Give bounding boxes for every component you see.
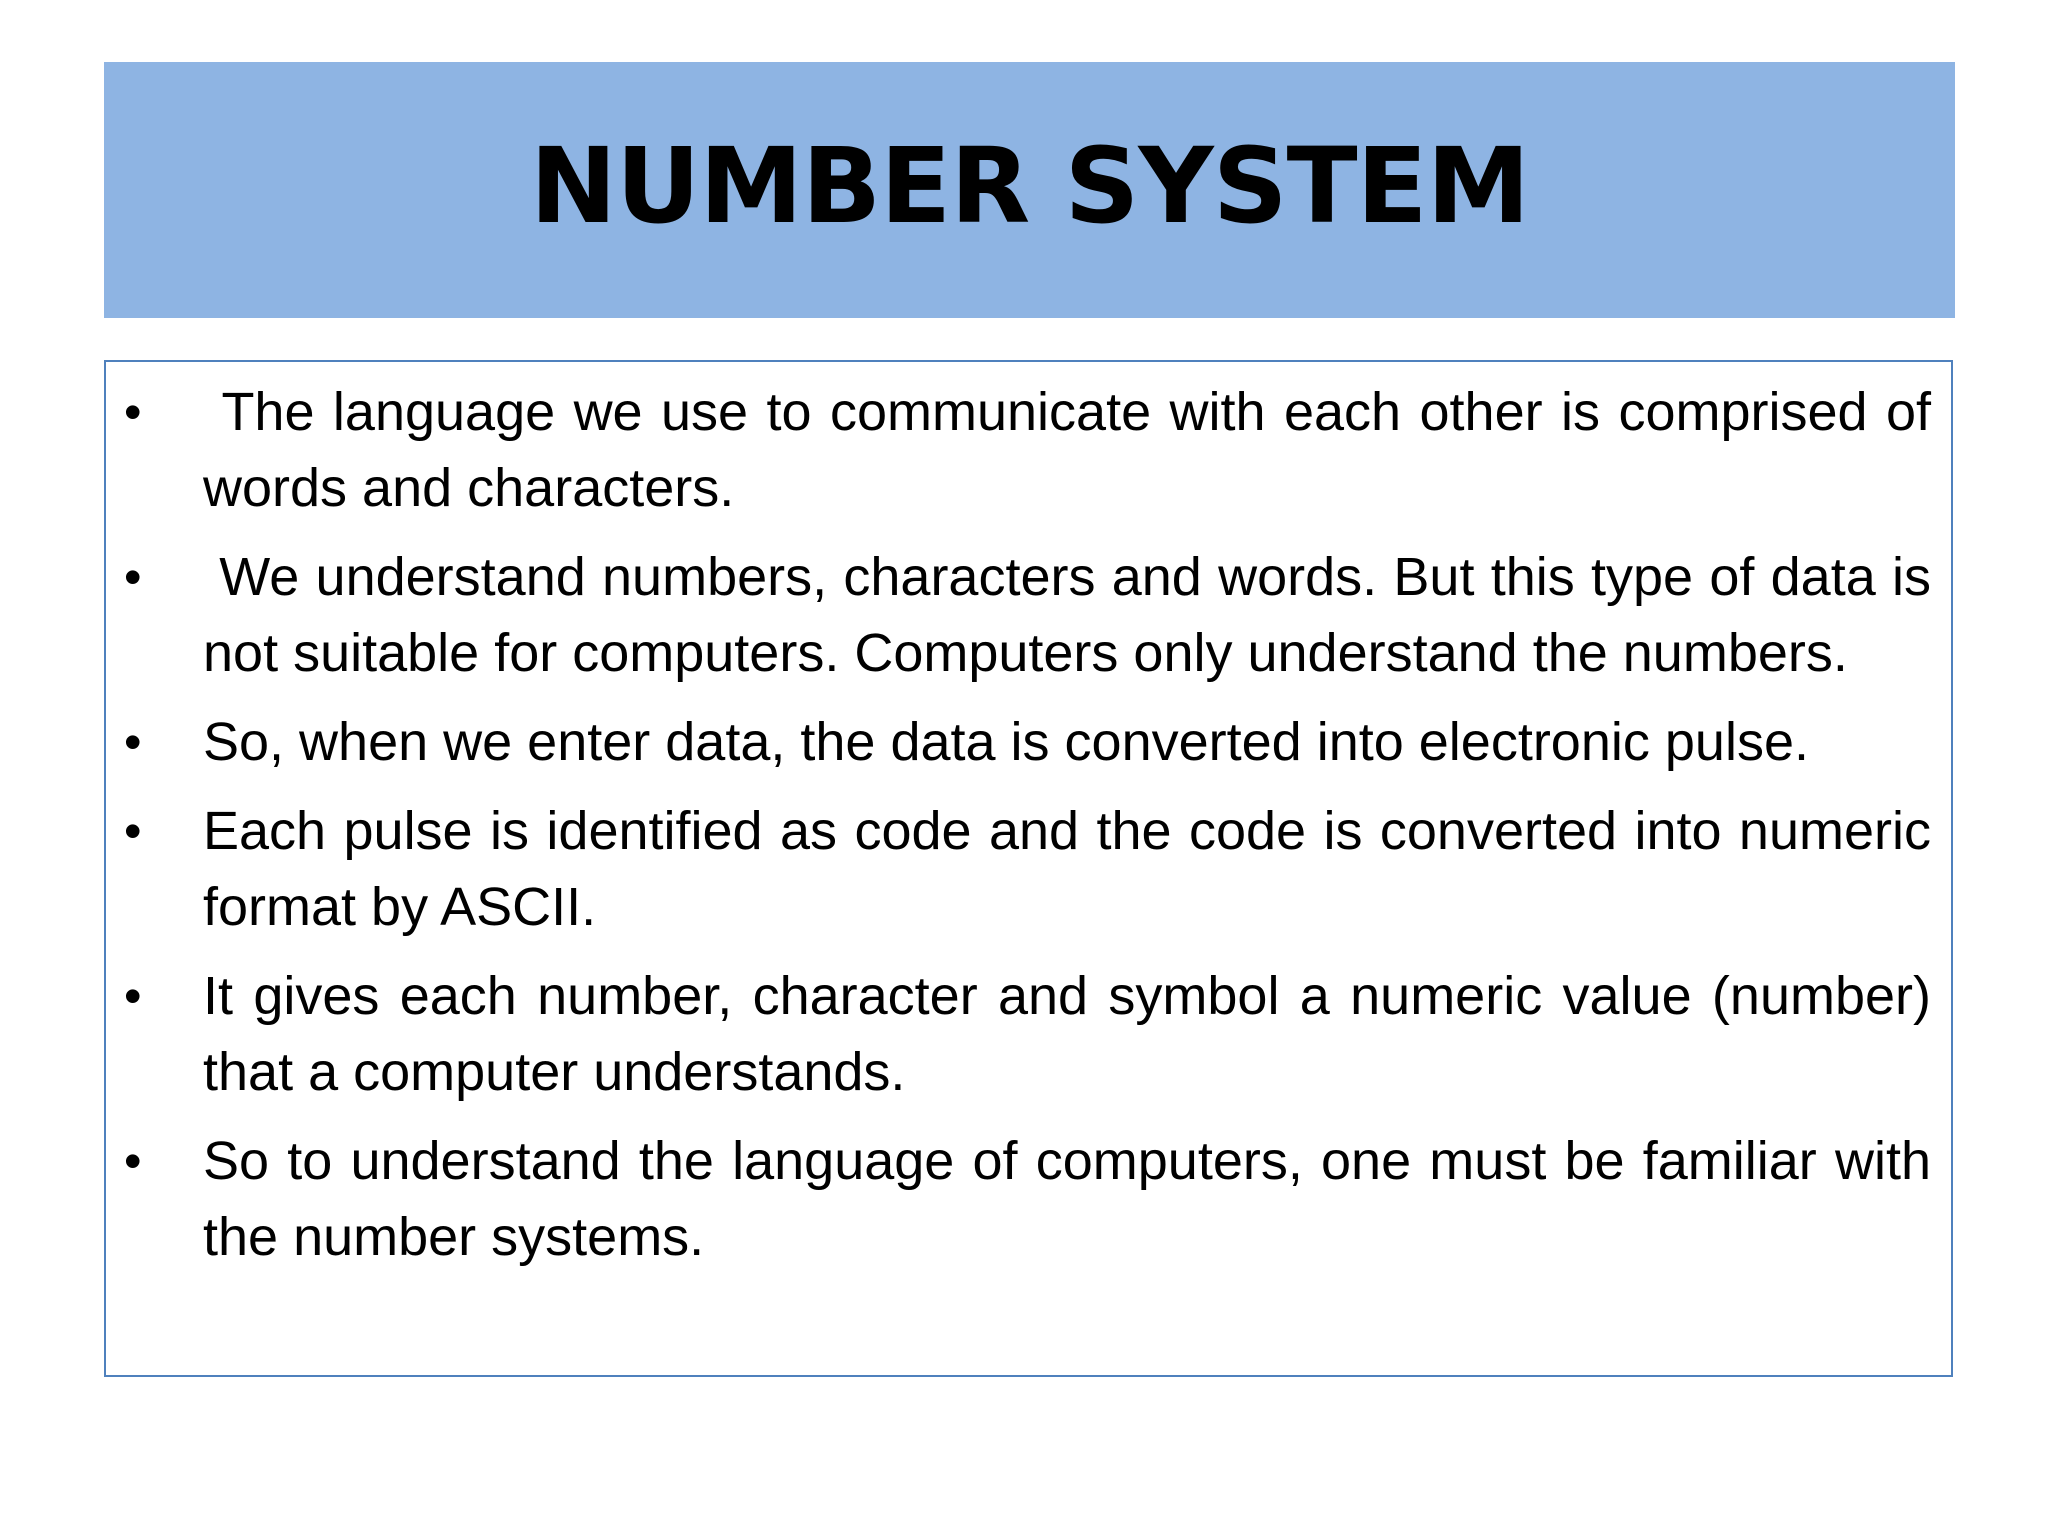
- bullet-text: It gives each number, character and symbol a numeric value (number) that a computer understands.: [203, 966, 1931, 1102]
- bullet-text: The language we use to communicate with each other is comprised of words and characters.: [203, 382, 1947, 518]
- bullet-icon: •: [124, 384, 142, 440]
- bullet-icon: •: [124, 803, 142, 859]
- bullet-icon: •: [124, 714, 142, 770]
- bullet-text: We understand numbers, characters and words. But this type of data is not suitable for computers. Computers only understand the numbers.: [203, 547, 1947, 683]
- title-band: [104, 62, 1955, 318]
- content-box: [104, 360, 1953, 1377]
- bullet-text: So, when we enter data, the data is converted into electronic pulse.: [203, 712, 1809, 772]
- bullet-icon: •: [124, 968, 142, 1024]
- bullet-list: [106, 374, 1951, 1288]
- bullet-item: [106, 704, 1951, 780]
- bullet-text: Each pulse is identified as code and the code is converted into numeric format by ASCII.: [203, 801, 1931, 937]
- bullet-icon: •: [124, 549, 142, 605]
- bullet-item: [106, 374, 1951, 526]
- bullet-item: [106, 793, 1951, 945]
- bullet-text: So to understand the language of computers, one must be familiar with the number systems.: [203, 1131, 1931, 1267]
- slide-title: NUMBER SYSTEM: [529, 125, 1530, 247]
- bullet-item: [106, 1123, 1951, 1275]
- bullet-item: [106, 958, 1951, 1110]
- bullet-icon: •: [124, 1133, 142, 1189]
- bullet-item: [106, 539, 1951, 691]
